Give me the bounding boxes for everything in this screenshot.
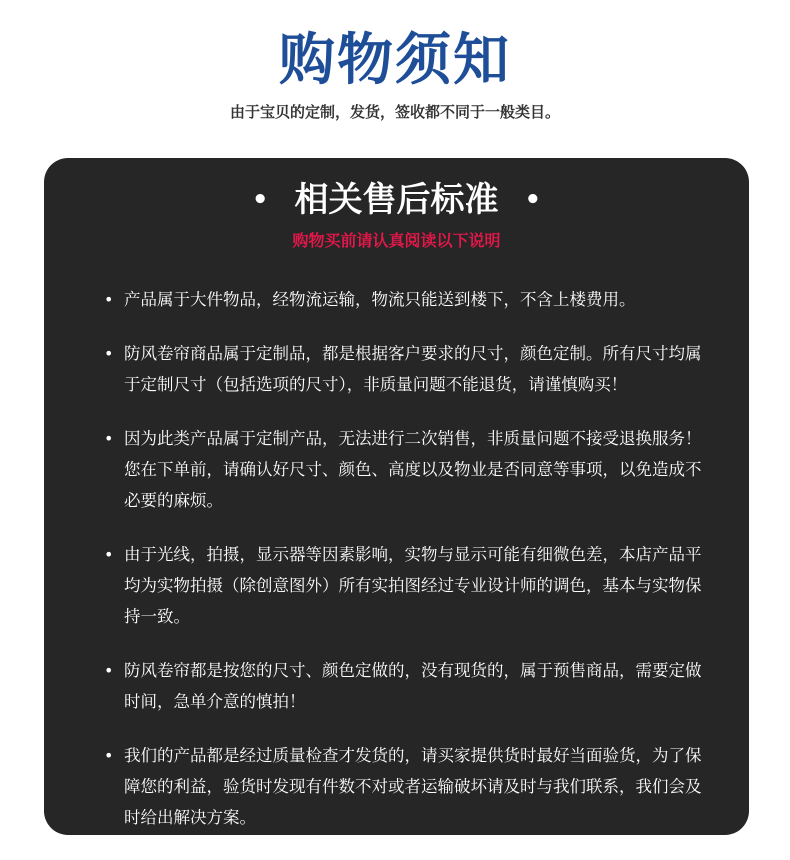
page-title: 购物须知 — [279, 28, 511, 93]
list-item — [104, 655, 704, 717]
bullet-icon: • — [104, 746, 114, 765]
card-heading-text: 相关售后标准 — [294, 180, 499, 220]
list-item-text: 由于光线，拍摄，显示器等因素影响，实物与显示可能有细微色差，本店产品平均为实物拍摄（除创意图外）所有实拍图经过专业设计师的调色，基本与实物保持一致。 — [124, 545, 702, 626]
list-item — [104, 338, 704, 400]
list-item-text: 产品属于大件物品，经物流运输，物流只能送到楼下，不含上楼费用。 — [124, 290, 636, 309]
list-item — [104, 423, 704, 516]
policy-list — [104, 284, 704, 856]
heading-dot-left: • — [251, 185, 269, 215]
list-item — [104, 284, 704, 315]
bullet-icon: • — [104, 661, 114, 680]
heading-dot-right: • — [524, 185, 542, 215]
bullet-icon: • — [104, 290, 114, 309]
list-item-text: 我们的产品都是经过质量检查才发货的，请买家提供货时最好当面验货，为了保障您的利益，验货时发现有件数不对或者运输破坏请及时与我们联系，我们会及时给出解决方案。 — [124, 746, 702, 827]
page-subtitle: 由于宝贝的定制，发货，签收都不同于一般类目。 — [229, 103, 560, 121]
list-item-text: 防风卷帘商品属于定制品，都是根据客户要求的尺寸，颜色定制。所有尺寸均属于定制尺寸（包括选项的尺寸），非质量问题不能退货，请谨慎购买！ — [124, 344, 702, 394]
list-item-text: 因为此类产品属于定制产品，无法进行二次销售，非质量问题不接受退换服务！您在下单前，请确认好尺寸、颜色、高度以及物业是否同意等事项，以免造成不必要的麻烦。 — [124, 429, 702, 510]
list-item — [104, 740, 704, 833]
list-item — [104, 539, 704, 632]
bullet-icon: • — [104, 429, 114, 448]
bullet-icon: • — [104, 545, 114, 564]
card-heading — [44, 178, 749, 222]
card-note: 购物买前请认真阅读以下说明 — [292, 231, 501, 250]
bullet-icon: • — [104, 344, 114, 363]
after-sales-card — [44, 158, 749, 835]
list-item-text: 防风卷帘都是按您的尺寸、颜色定做的，没有现货的，属于预售商品，需要定做时间，急单介意的慎拍！ — [124, 661, 702, 711]
